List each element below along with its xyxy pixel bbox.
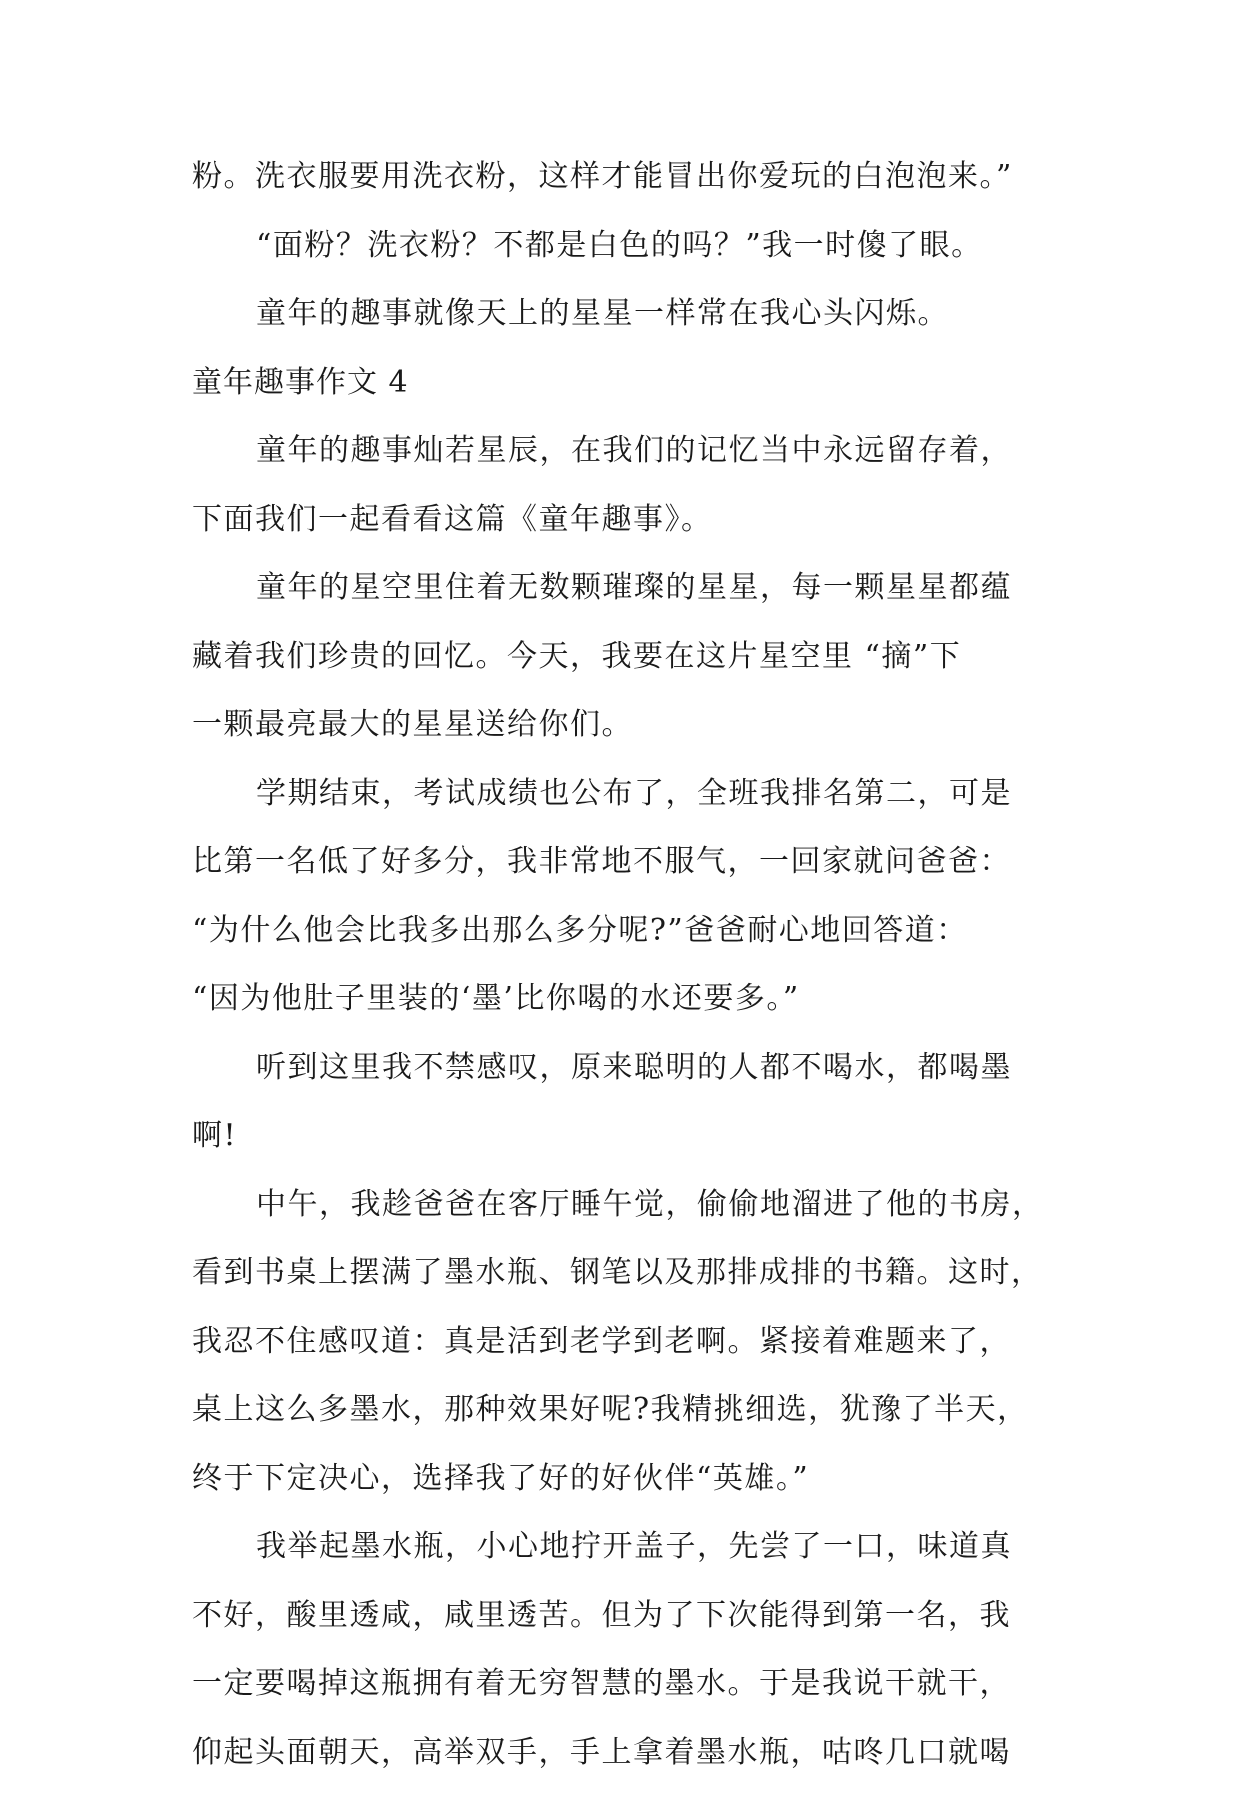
text-line: 桌上这么多墨水，那种效果好呢?我精挑细选，犹豫了半天， xyxy=(192,1392,1029,1427)
text-line: 啊! xyxy=(192,1118,238,1153)
text-line: 仰起头面朝天，高举双手，手上拿着墨水瓶，咕咚几口就喝 xyxy=(192,1734,1011,1770)
text-line: “为什么他会比我多出那么多分呢?”爸爸耐心地回答道： xyxy=(192,912,968,948)
text-line: 藏着我们珍贵的回忆。今天，我要在这片星空里 “摘”下 xyxy=(192,638,962,674)
text-line: 我举起墨水瓶，小心地拧开盖子，先尝了一口，味道真 xyxy=(256,1529,1012,1564)
text-line: 一颗最亮最大的星星送给你们。 xyxy=(192,707,633,742)
section-heading: 童年趣事作文 4 xyxy=(192,364,409,400)
text-line: 不好，酸里透咸，咸里透苦。但为了下次能得到第一名，我 xyxy=(192,1597,1011,1633)
document-page xyxy=(192,159,1052,1806)
text-line: 学期结束，考试成绩也公布了，全班我排名第二，可是 xyxy=(256,775,1012,811)
text-line: 中午，我趁爸爸在客厅睡午觉，偷偷地溜进了他的书房， xyxy=(256,1186,1044,1222)
text-line: 比第一名低了好多分，我非常地不服气，一回家就问爸爸： xyxy=(192,844,1011,879)
text-line: “因为他肚子里装的‘墨’比你喝的水还要多。” xyxy=(192,981,800,1016)
text-line: 童年的星空里住着无数颗璀璨的星星，每一颗星星都蕴 xyxy=(256,570,1012,605)
text-line: “面粉？洗衣粉？不都是白色的吗？”我一时傻了眼。 xyxy=(256,227,983,263)
text-line: 粉。洗衣服要用洗衣粉，这样才能冒出你爱玩的白泡泡来。” xyxy=(192,159,1013,194)
text-line: 听到这里我不禁感叹，原来聪明的人都不喝水，都喝墨 xyxy=(256,1049,1012,1085)
text-line: 看到书桌上摆满了墨水瓶、钢笔以及那排成排的书籍。这时， xyxy=(192,1255,1043,1290)
text-line: 终于下定决心，选择我了好的好伙伴“英雄。” xyxy=(192,1460,810,1496)
text-line: 童年的趣事就像天上的星星一样常在我心头闪烁。 xyxy=(256,296,949,331)
text-line: 一定要喝掉这瓶拥有着无穷智慧的墨水。于是我说干就干， xyxy=(192,1666,1011,1701)
text-line: 下面我们一起看看这篇《童年趣事》。 xyxy=(192,501,713,537)
text-line: 童年的趣事灿若星辰，在我们的记忆当中永远留存着， xyxy=(256,433,1012,468)
text-line: 我忍不住感叹道：真是活到老学到老啊。紧接着难题来了， xyxy=(192,1323,1011,1359)
